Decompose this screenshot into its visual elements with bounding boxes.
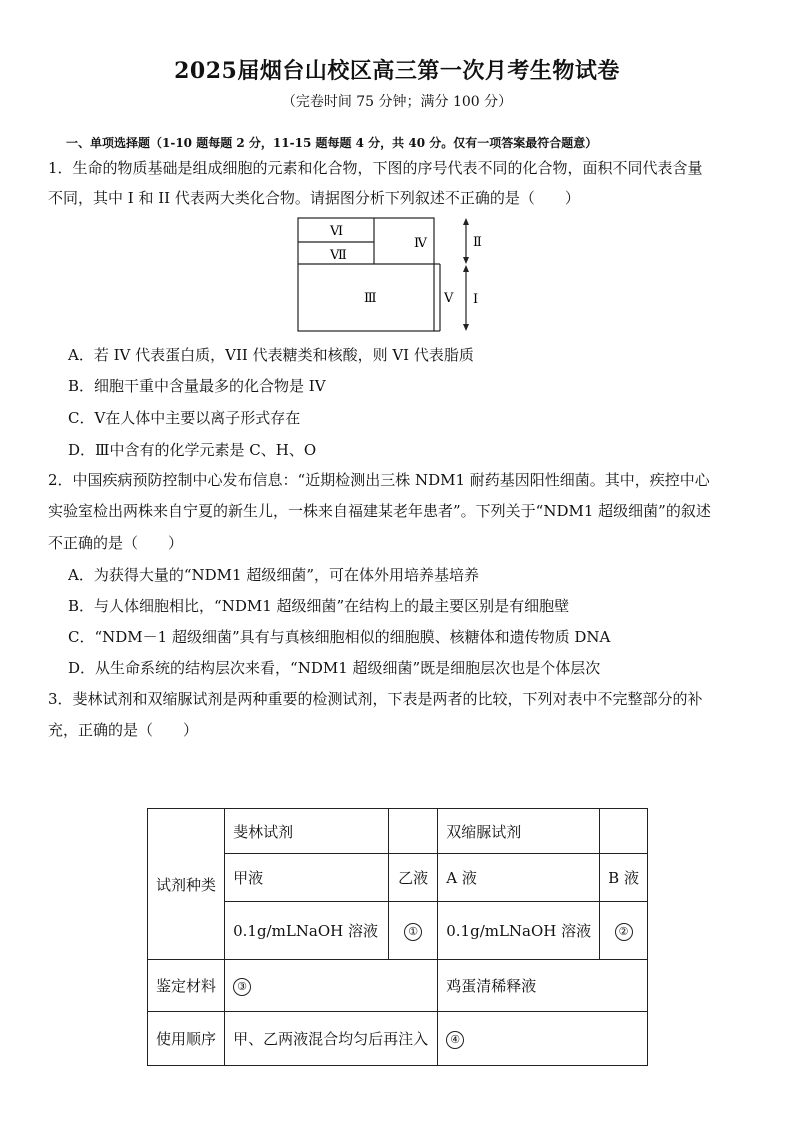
q1-stem-line2: 不同，其中 I 和 II 代表两大类化合物。请据图分析下列叙述不正确的是（ ） <box>48 189 580 207</box>
row-label-material: 鉴定材料 <box>148 960 225 1012</box>
label-i: Ⅰ <box>473 292 479 307</box>
header-biuret: 双缩脲试剂 <box>438 809 600 854</box>
exam-title: 2025届烟台山校区高三第一次月考生物试卷 <box>174 58 620 84</box>
label-iv: Ⅳ <box>414 236 427 251</box>
q3-stem-line2: 充，正确的是（ ） <box>48 721 199 739</box>
table-row <box>148 809 648 854</box>
table-row <box>148 1012 648 1066</box>
blank-marker-3: ③ <box>233 978 251 996</box>
q1-option-a: A．若 IV 代表蛋白质，VII 代表糖类和核酸，则 VI 代表脂质 <box>68 346 474 364</box>
cell-naoh-1: 0.1g/mLNaOH 溶液 <box>225 902 389 960</box>
label-iii: Ⅲ <box>364 291 377 306</box>
cell-naoh-2: 0.1g/mLNaOH 溶液 <box>438 902 600 960</box>
blank-marker-4: ④ <box>446 1031 464 1049</box>
label-vi: Ⅵ <box>330 224 344 239</box>
reagent-comparison-table <box>147 808 648 1066</box>
row-label-reagent-type: 试剂种类 <box>148 809 225 960</box>
q2-stem-line1: 2．中国疾病预防控制中心发布信息：“近期检测出三株 NDM1 耐药基因阳性细菌。其中，疾控中心 <box>48 471 710 489</box>
blank-marker-1: ① <box>404 923 422 941</box>
cell-egg-white: 鸡蛋清稀释液 <box>438 960 648 1012</box>
section-heading: 一、单项选择题（1-10 题每题 2 分，11-15 题每题 4 分，共 40 分。仅有一项答案最符合题意） <box>66 136 598 150</box>
cell-yi: 乙液 <box>389 854 438 902</box>
q2-option-b: B．与人体细胞相比，“NDM1 超级细菌”在结构上的最主要区别是有细胞壁 <box>68 597 570 615</box>
q1-option-b: B．细胞干重中含量最多的化合物是 IV <box>68 377 326 395</box>
q2-stem-line2: 实验室检出两株来自宁夏的新生儿，一株来自福建某老年患者”。下列关于“NDM1 超级细菌”的叙述 <box>48 502 711 520</box>
label-vii: Ⅶ <box>330 248 347 263</box>
exam-subtitle: （完卷时间 75 分钟；满分 100 分） <box>281 94 513 110</box>
q2-option-a: A．为获得大量的“NDM1 超级细菌”，可在体外用培养基培养 <box>68 566 479 584</box>
q2-option-c: C．“NDM－1 超级细菌”具有与真核细胞相似的细胞膜、核糖体和遗传物质 DNA <box>68 628 611 646</box>
label-v: Ⅴ <box>444 291 454 306</box>
q2-option-d: D．从生命系统的结构层次来看，“NDM1 超级细菌”既是细胞层次也是个体层次 <box>68 659 601 677</box>
q1-stem-line1: 1．生命的物质基础是组成细胞的元素和化合物，下图的序号代表不同的化合物，面积不同代表含量 <box>48 159 703 177</box>
label-ii: Ⅱ <box>473 235 482 250</box>
cell-fehling-order: 甲、乙两液混合均匀后再注入 <box>225 1012 438 1066</box>
q3-stem-line1: 3．斐林试剂和双缩脲试剂是两种重要的检测试剂，下表是两者的比较，下列对表中不完整部分的补 <box>48 690 703 708</box>
compound-area-diagram <box>296 216 486 336</box>
blank-marker-2: ② <box>615 923 633 941</box>
row-label-order: 使用顺序 <box>148 1012 225 1066</box>
cell-b: B 液 <box>600 854 648 902</box>
cell-jia: 甲液 <box>225 854 389 902</box>
q2-stem-line3: 不正确的是（ ） <box>48 534 184 552</box>
q1-option-d: D．Ⅲ中含有的化学元素是 C、H、O <box>68 441 317 459</box>
cell-a: A 液 <box>438 854 600 902</box>
outer-box <box>298 218 434 331</box>
q1-option-c: C．Ⅴ在人体中主要以离子形式存在 <box>68 409 301 427</box>
table-row <box>148 960 648 1012</box>
header-fehling: 斐林试剂 <box>225 809 389 854</box>
